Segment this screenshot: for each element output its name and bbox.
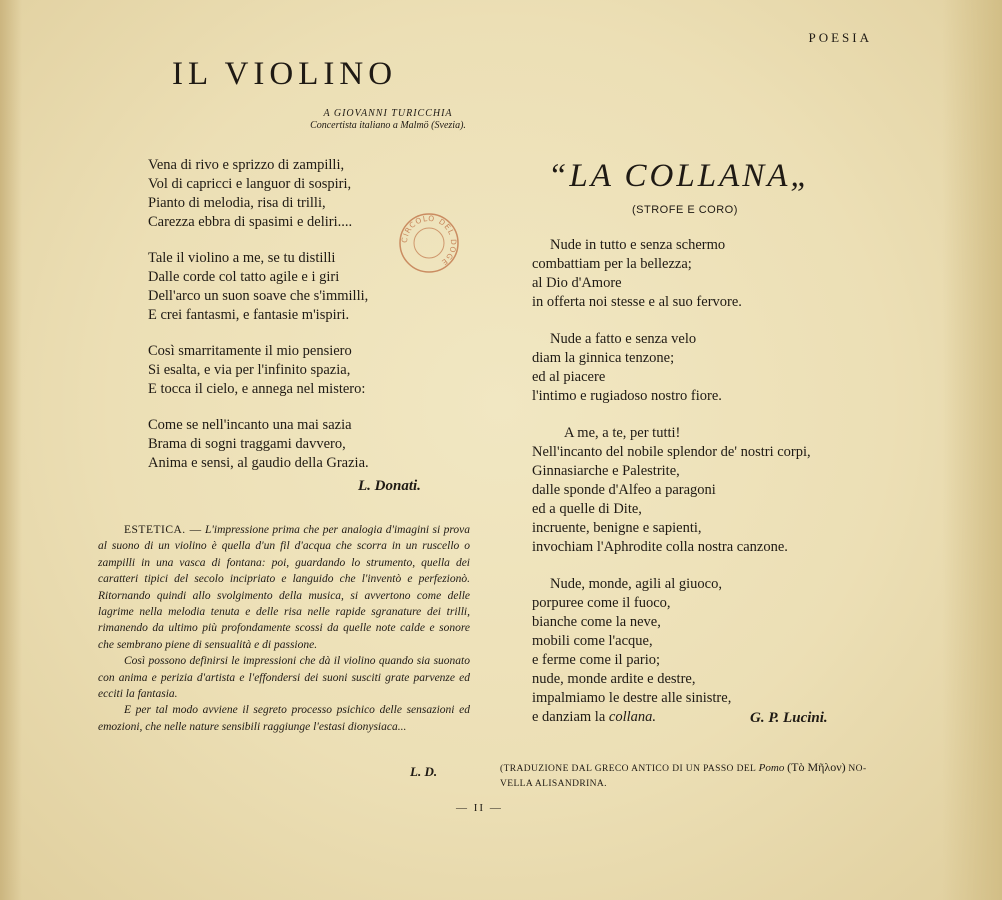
signature-lucini: G. P. Lucini. — [750, 710, 828, 726]
verse-line: porpuree come il fuoco, — [532, 595, 671, 611]
verse-line: Vena di rivo e sprizzo di zampilli, — [148, 157, 345, 173]
verse-text: e danziam la — [532, 709, 606, 725]
verse-line: ed al piacere — [532, 369, 606, 385]
poem-title-collana: “LA COLLANA„ — [548, 158, 812, 194]
verse-line: impalmiamo le destre alle sinistre, — [532, 690, 732, 706]
stanza — [148, 342, 369, 399]
verse-line: Pianto di melodia, risa di trilli, — [148, 195, 326, 211]
verse-line: Ginnasiarche e Palestrite, — [532, 463, 680, 479]
library-stamp-icon — [398, 212, 460, 274]
verse-line: incruente, benigne e sapienti, — [532, 520, 702, 536]
stanza — [148, 249, 369, 325]
essay-lead: ESTETICA. — — [124, 524, 202, 536]
essay-paragraph: Così possono definirsi le impressioni che dà il violino quando sia suonato con anima e perizia d'artista e l'effondersi dei suoni susciti grate parvenze ed ecciti la fantasia. — [98, 655, 470, 701]
verse-italic-word: collana. — [608, 709, 657, 725]
verse-line: Come se nell'incanto una mai sazia — [148, 417, 352, 433]
footnote-text: (TRADUZIONE DAL GRECO ANTICO DI UN PASSO DEL — [500, 764, 756, 774]
footnote-text-end: NO- — [848, 764, 867, 774]
stamp-graphic — [398, 212, 460, 274]
verse-line: Dell'arco un suon soave che s'immilli, — [148, 288, 369, 304]
dedication-name: A GIOVANNI TURICCHIA — [323, 108, 453, 119]
verse-line: Carezza ebbra di spasimi e deliri.... — [148, 214, 353, 230]
verse-line: E tocca il cielo, e annega nel mistero: — [148, 381, 366, 397]
verse-line: Si esalta, e via per l'infinito spazia, — [148, 362, 351, 378]
stamp-text: CIRCOLO DEL DOGE — [399, 213, 459, 268]
verse-line: e ferme come il pario; — [532, 652, 661, 668]
verse-line: al Dio d'Amore — [532, 275, 622, 291]
poem-subtitle: (STROFE E CORO) — [632, 204, 738, 216]
poem-collana — [532, 236, 811, 745]
stanza — [148, 416, 369, 473]
translation-footnote — [500, 760, 880, 792]
verse-line: nude, monde ardite e destre, — [532, 671, 696, 687]
verse-line: Brama di sogni traggami davvero, — [148, 436, 346, 452]
footnote-italic: Pomo — [758, 762, 785, 774]
verse-line: Nude a fatto e senza velo — [550, 331, 697, 347]
verse-line: Nell'incanto del nobile splendor de' nostri corpi, — [532, 444, 811, 460]
stanza — [532, 236, 811, 312]
stanza — [532, 575, 811, 727]
poem-violino — [148, 156, 369, 490]
section-header: POESIA — [808, 30, 872, 45]
verse-line: Dalle corde col tatto agile e i giri — [148, 269, 340, 285]
verse-line: combattiam per la bellezza; — [532, 256, 692, 272]
dedication-note: Concertista italiano a Malmö (Svezia). — [310, 120, 466, 131]
footnote-line2: VELLA ALISANDRINA. — [500, 779, 607, 789]
verse-line: Nude, monde, agili al giuoco, — [550, 576, 722, 592]
stanza — [532, 424, 811, 557]
verse-line: Anima e sensi, al gaudio della Grazia. — [148, 455, 369, 471]
verse-line: A me, a te, per tutti! — [564, 425, 681, 441]
dedication — [288, 108, 488, 132]
verse-line: Vol di capricci e languor di sospiri, — [148, 176, 352, 192]
verse-line: l'intimo e rugiadoso nostro fiore. — [532, 388, 722, 404]
page-number: — II — — [456, 802, 503, 814]
verse-line: Così smarritamente il mio pensiero — [148, 343, 352, 359]
essay-estetica — [98, 522, 470, 735]
essay-paragraph — [98, 522, 470, 653]
signature-donati: L. Donati. — [358, 478, 421, 494]
verse-line: Nude in tutto e senza schermo — [550, 237, 726, 253]
verse-line: in offerta noi stesse e al suo fervore. — [532, 294, 742, 310]
stanza — [148, 156, 369, 232]
verse-line: ed a quelle di Dite, — [532, 501, 642, 517]
signature-ld: L. D. — [410, 764, 438, 779]
essay-paragraph: E per tal modo avviene il segreto processo psichico delle sensazioni ed emozioni, che nelle nature sensibili raggiunge l'estasi dionysiaca... — [98, 704, 470, 733]
essay-text: L'impressione prima che per analogia d'imagini si prova al suono di un violino è quella d'un fil d'acqua che scorra in un ruscello o zampilli in una vasca di fontana: poi, guardando lo strumento, quella dei caratteri tipici del secolo incipriato e languido che l'inventò e perfezionò. Ritornando quindi allo svolgimento della musica, si avvertono come delle lagrime nella melodia tenuta e delle risa nelle rapide sgranature dei trilli, rimanendo da ultimo più profondamente scossi da quelle note calde e sonore che sembrano piene di sensualità e di passione. — [98, 524, 470, 651]
verse-line: E crei fantasmi, e fantasie m'ispiri. — [148, 307, 350, 323]
verse-line: bianche come la neve, — [532, 614, 661, 630]
verse-line: Tale il violino a me, se tu distilli — [148, 250, 336, 266]
stanza — [532, 330, 811, 406]
footnote-greek: (Τὸ Μῆλον) — [787, 760, 846, 774]
verse-line: invochiam l'Aphrodite colla nostra canzone. — [532, 539, 788, 555]
verse-line: dalle sponde d'Alfeo a paragoni — [532, 482, 716, 498]
verse-line: diam la ginnica tenzone; — [532, 350, 675, 366]
poem-title-violino: IL VIOLINO — [172, 56, 398, 92]
verse-line: mobili come l'acque, — [532, 633, 653, 649]
